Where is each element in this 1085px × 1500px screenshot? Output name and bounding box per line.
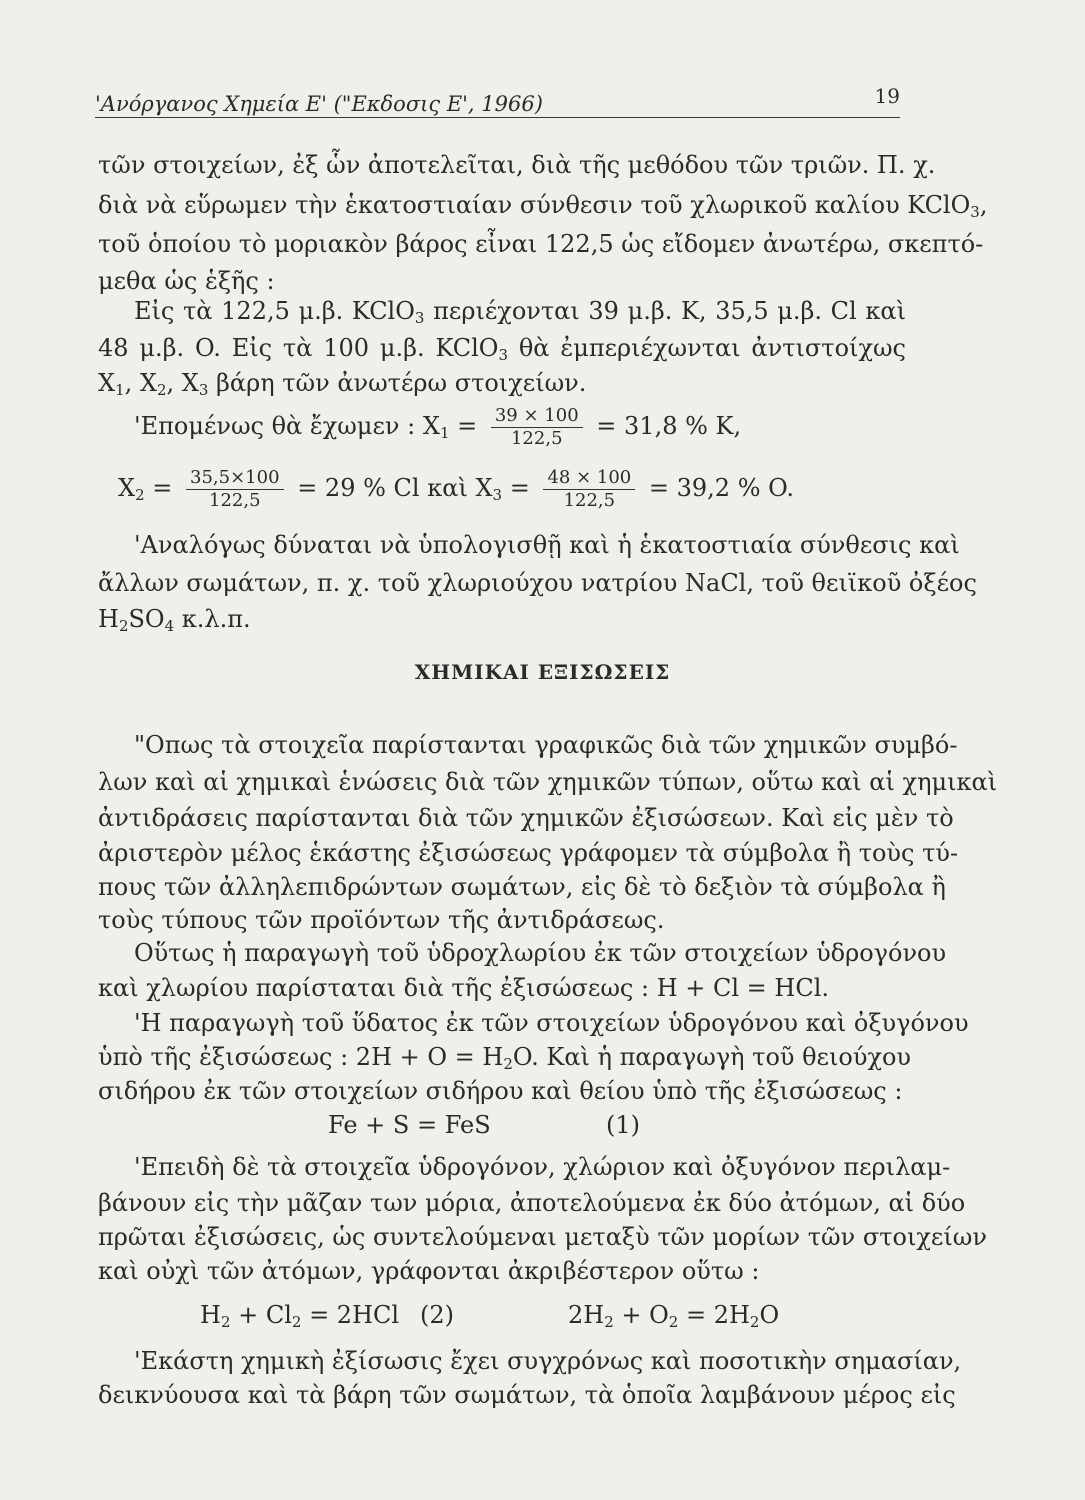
page-number: 19 — [874, 84, 900, 108]
text-line: Εἰς τὰ 122,5 μ.β. KClO$_3$ περιέχονται 39 μ.β. K, 35,5 μ.β. Cl καὶ — [134, 297, 906, 327]
text-line: πους τῶν ἀλληλεπιδρώντων σωμάτων, εἰς δὲ τὸ δεξιὸν τὰ σύμβολα ἢ — [98, 873, 946, 901]
text-line: "Οπως τὰ στοιχεῖα παρίστανται γραφικῶς διὰ τῶν χημικῶν συμβό- — [134, 731, 958, 759]
equation-fes: Fe + S = FeS (1) — [328, 1111, 640, 1139]
text-line: 'Αναλόγως δύναται νὰ ὑπολογισθῇ καὶ ἡ ἑκατοστιαία σύνθεσις καὶ — [134, 531, 960, 559]
text-line: ἀντιδράσεις παρίστανται διὰ τῶν χημικῶν ἐξισώσεων. Καὶ εἰς μὲν τὸ — [98, 804, 954, 832]
section-heading: ΧΗΜΙΚΑΙ ΕΞΙΣΩΣΕΙΣ — [414, 660, 671, 684]
text-line: λων καὶ αἱ χημικαὶ ἑνώσεις διὰ τῶν χημικῶν τύπων, οὕτω καὶ αἱ χημικαὶ — [98, 768, 998, 796]
fraction: $\frac{39 \times 100}{122,5}$ — [491, 405, 583, 450]
equation-line: $X_2$ = $\frac{35,5\times 100}{122,5}$ = 29 % Cl καὶ $X_3$ = $\frac{48 \times 100}{122,5}$ = 39,2 % O. — [118, 467, 795, 511]
equation-hcl: $H_2 + Cl_2 = 2HCl$ (2) — [200, 1301, 454, 1331]
text-line: 'Επειδὴ δὲ τὰ στοιχεῖα ὑδρογόνον, χλώριον καὶ ὀξυγόνον περιλαμ- — [134, 1153, 951, 1181]
fraction: $\frac{35,5\times 100}{122,5}$ — [186, 467, 284, 512]
header-rule — [95, 117, 900, 118]
text-line: ἄλλων σωμάτων, π. χ. τοῦ χλωριούχου νατρίου NaCl, τοῦ θειϊκοῦ ὀξέος — [98, 569, 977, 597]
text-line: 48 μ.β. O. Εἰς τὰ 100 μ.β. KClO$_3$ θὰ ἐμπεριέχωνται ἀντιστοίχως — [98, 334, 906, 364]
text-line: διὰ νὰ εὕρωμεν τὴν ἑκατοστιαίαν σύνθεσιν τοῦ χλωρικοῦ καλίου KClO$_3$, — [98, 191, 988, 221]
fraction: $\frac{48 \times 100}{122,5}$ — [543, 467, 635, 512]
text-line: $H_2SO_4$ κ.λ.π. — [98, 605, 251, 635]
text-line: μεθα ὡς ἑξῆς : — [98, 267, 275, 295]
text-line: Οὕτως ἡ παραγωγὴ τοῦ ὑδροχλωρίου ἐκ τῶν στοιχείων ὑδρογόνου — [134, 939, 947, 967]
text-line: τῶν στοιχείων, ἐξ ὧν ἀποτελεῖται, διὰ τῆς μεθόδου τῶν τριῶν. Π. χ. — [98, 151, 936, 179]
equation-line: 'Επομένως θὰ ἔχωμεν : $X_1$ = $\frac{39 \times 100}{122,5}$ = 31,8 % K, — [134, 405, 742, 449]
text-line: 'Εκάστη χημικὴ ἐξίσωσις ἔχει συγχρόνως καὶ ποσοτικὴν σημασίαν, — [134, 1347, 962, 1375]
text-line: $X_1$, $X_2$, $X_3$ βάρη τῶν ἀνωτέρω στοιχείων. — [98, 369, 587, 399]
equation-number: (2) — [420, 1301, 454, 1329]
text-line: δεικνύουσα καὶ τὰ βάρη τῶν σωμάτων, τὰ ὁποῖα λαμβάνουν μέρος εἰς — [98, 1381, 956, 1409]
text-line: βάνουν εἰς τὴν μᾶζαν των μόρια, ἀποτελούμενα ἐκ δύο ἀτόμων, αἱ δύο — [98, 1189, 966, 1217]
header-title: 'Ανόργανος Χημεία Ε' ("Εκδοσις Ε', 1966) — [95, 92, 543, 116]
equation-water: $2H_2 + O_2 = 2H_2O$ — [568, 1301, 780, 1331]
text-line: ἀριστερὸν μέλος ἑκάστης ἐξισώσεως γράφομεν τὰ σύμβολα ἢ τοὺς τύ- — [98, 839, 959, 867]
running-header — [95, 78, 900, 118]
equation-number: (1) — [606, 1111, 640, 1139]
text-line: τοὺς τύπους τῶν προϊόντων τῆς ἀντιδράσεως. — [98, 906, 665, 934]
text-line: τοῦ ὁποίου τὸ μοριακὸν βάρος εἶναι 122,5 ὡς εἴδομεν ἀνωτέρω, σκεπτό- — [98, 230, 984, 258]
text-line: σιδήρου ἐκ τῶν στοιχείων σιδήρου καὶ θείου ὑπὸ τῆς ἐξισώσεως : — [98, 1077, 903, 1105]
text-line: 'Η παραγωγὴ τοῦ ὕδατος ἐκ τῶν στοιχείων ὑδρογόνου καὶ ὀξυγόνου — [134, 1009, 969, 1037]
text-line: καὶ χλωρίου παρίσταται διὰ τῆς ἐξισώσεως : H + Cl = HCl. — [98, 974, 830, 1002]
text-line: πρῶται ἐξισώσεις, ὡς συντελούμεναι μεταξὺ τῶν μορίων τῶν στοιχείων — [98, 1223, 987, 1251]
text-line: καὶ οὐχὶ τῶν ἀτόμων, γράφονται ἀκριβέστερον οὕτω : — [98, 1257, 760, 1285]
text-line: ὑπὸ τῆς ἐξισώσεως : $2H + O = H_2O$. Καὶ ἡ παραγωγὴ τοῦ θειούχου — [98, 1043, 912, 1073]
